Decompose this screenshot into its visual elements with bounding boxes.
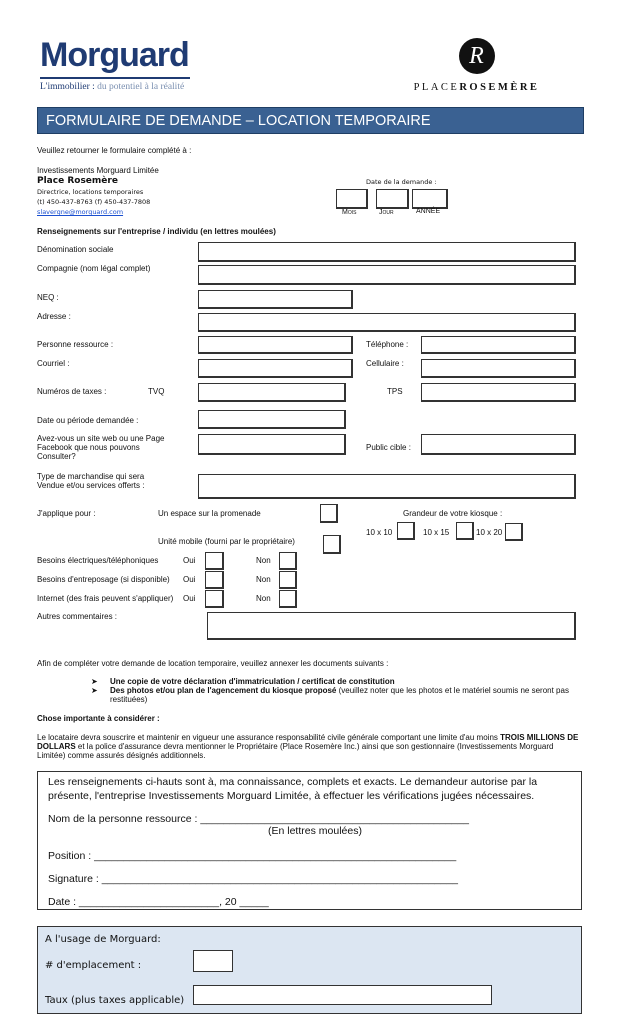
site-web-input[interactable] bbox=[198, 434, 346, 455]
contact-email-link[interactable]: slavergne@morguard.com bbox=[37, 208, 124, 216]
tps-input[interactable] bbox=[421, 383, 576, 402]
besoin-internet-oui-checkbox[interactable] bbox=[205, 590, 224, 608]
annex-item-2 bbox=[110, 686, 580, 704]
adresse-input[interactable] bbox=[198, 313, 576, 332]
telephone-input[interactable] bbox=[421, 336, 576, 354]
besoin-electrique-non: Non bbox=[256, 556, 271, 565]
taux-input[interactable] bbox=[193, 985, 492, 1005]
place-rosemere-logo bbox=[404, 38, 549, 93]
grandeur-label: Grandeur de votre kiosque : bbox=[403, 509, 503, 518]
important-p2: et la police d'assurance devra mentionner le Propriétaire (Place Rosemère Inc.) ainsi que son gestionnaire (Investissements Morguard Limitée) comme assurés désignés additionnels. bbox=[37, 742, 554, 760]
commentaires-input[interactable] bbox=[207, 612, 576, 640]
emplacement-label: # d'emplacement : bbox=[45, 960, 142, 971]
besoin-entreposage-label: Besoins d'entreposage (si disponible) bbox=[37, 575, 170, 584]
cellulaire-input[interactable] bbox=[421, 359, 576, 378]
adresse-label: Adresse : bbox=[37, 312, 71, 321]
site-web-label: Avez-vous un site web ou une Page Facebook que nous pouvons Consulter? bbox=[37, 434, 165, 461]
rosemere-place: PLACE bbox=[413, 82, 460, 93]
contact-company: Investissements Morguard Limitée bbox=[37, 166, 159, 175]
section-heading: Renseignements sur l'entreprise / individu (en lettres moulées) bbox=[37, 227, 276, 236]
applique-label: J'applique pour : bbox=[37, 509, 96, 518]
moulees-note: (En lettres moulées) bbox=[268, 825, 362, 837]
besoin-internet-oui: Oui bbox=[183, 594, 196, 603]
bullet-arrow-icon: ➤ bbox=[91, 677, 98, 686]
position-line[interactable]: Position : ______________________________________________________________ bbox=[48, 850, 457, 862]
besoin-electrique-oui: Oui bbox=[183, 556, 196, 565]
denomination-input[interactable] bbox=[198, 242, 576, 262]
public-label: Public cible : bbox=[366, 443, 411, 452]
mobile-label: Unité mobile (fourni par le propriétaire) bbox=[158, 537, 295, 546]
besoin-entreposage-non-checkbox[interactable] bbox=[279, 571, 297, 589]
return-instruction: Veuillez retourner le formulaire complété à : bbox=[37, 146, 192, 155]
important-heading: Chose importante à considérer : bbox=[37, 714, 160, 723]
telephone-label: Téléphone : bbox=[366, 340, 409, 349]
contact-phones: (t) 450-437-8763 (f) 450-437-7808 bbox=[37, 198, 151, 206]
size-10x10-label: 10 x 10 bbox=[366, 528, 393, 537]
annex-item-1: Une copie de votre déclaration d'immatriculation / certificat de constitution bbox=[110, 677, 395, 686]
besoin-internet-label: Internet (des frais peuvent s'appliquer) bbox=[37, 594, 174, 603]
besoin-electrique-label: Besoins électriques/téléphoniques bbox=[37, 556, 159, 565]
date-periode-input[interactable] bbox=[198, 410, 346, 429]
emplacement-input[interactable] bbox=[193, 950, 233, 972]
important-bold: TROIS MILLIONS DE DOLLARS bbox=[37, 733, 579, 751]
besoin-entreposage-oui-checkbox[interactable] bbox=[205, 571, 224, 589]
neq-input[interactable] bbox=[198, 290, 353, 309]
date-year-input[interactable] bbox=[412, 189, 448, 209]
rosemere-name: ROSEMÈRE bbox=[459, 82, 540, 93]
date-month-input[interactable] bbox=[336, 189, 368, 209]
year-label: ANNÉE bbox=[416, 208, 441, 215]
nom-signature-line[interactable]: Nom de la personne ressource : ______________________________________________ bbox=[48, 813, 469, 825]
mobile-checkbox[interactable] bbox=[323, 535, 341, 554]
personne-input[interactable] bbox=[198, 336, 353, 354]
denomination-label: Dénomination sociale bbox=[37, 245, 114, 254]
compagnie-label: Compagnie (nom légal complet) bbox=[37, 264, 151, 273]
besoin-internet-non: Non bbox=[256, 594, 271, 603]
cellulaire-label: Cellulaire : bbox=[366, 359, 404, 368]
commentaires-label: Autres commentaires : bbox=[37, 612, 118, 621]
date-line[interactable]: Date : ________________________, 20 _____ bbox=[48, 896, 269, 908]
size-10x20-label: 10 x 20 bbox=[476, 528, 503, 537]
bullet-arrow-icon: ➤ bbox=[91, 686, 98, 695]
besoin-electrique-oui-checkbox[interactable] bbox=[205, 552, 224, 570]
promenade-checkbox[interactable] bbox=[320, 504, 338, 523]
marchandise-input[interactable] bbox=[198, 474, 576, 499]
annex-intro: Afin de compléter votre demande de location temporaire, veuillez annexer les documents suivants : bbox=[37, 659, 389, 668]
size-10x10-checkbox[interactable] bbox=[397, 522, 415, 540]
important-text bbox=[37, 733, 582, 760]
compagnie-input[interactable] bbox=[198, 265, 576, 285]
date-day-input[interactable] bbox=[376, 189, 409, 209]
promenade-label: Un espace sur la promenade bbox=[158, 509, 261, 518]
rosemere-emblem-icon: R bbox=[459, 38, 495, 74]
courriel-input[interactable] bbox=[198, 359, 353, 378]
usage-heading: A l'usage de Morguard: bbox=[45, 934, 161, 945]
courriel-label: Courriel : bbox=[37, 359, 70, 368]
morguard-usage-box bbox=[37, 926, 582, 1014]
morguard-logo bbox=[40, 36, 190, 92]
besoin-electrique-non-checkbox[interactable] bbox=[279, 552, 297, 570]
contact-role: Directrice, locations temporaires bbox=[37, 188, 144, 196]
besoin-entreposage-non: Non bbox=[256, 575, 271, 584]
tagline-a: L'immobilier : bbox=[40, 82, 95, 92]
besoin-internet-non-checkbox[interactable] bbox=[279, 590, 297, 608]
size-10x20-checkbox[interactable] bbox=[505, 523, 523, 541]
contact-place: Place Rosemère bbox=[37, 176, 118, 186]
declaration-text: Les renseignements ci-hauts sont à, ma connaissance, complets et exacts. Le demandeur autorise par la présente, l'entreprise Investissements Morguard Limitée, à effectuer les vérifications jugées nécessaires. bbox=[48, 776, 538, 802]
page-title: FORMULAIRE DE DEMANDE – LOCATION TEMPORAIRE bbox=[37, 107, 584, 134]
size-10x15-checkbox[interactable] bbox=[456, 522, 474, 540]
day-label: Jour bbox=[379, 209, 394, 216]
date-periode-label: Date ou période demandée : bbox=[37, 416, 139, 425]
personne-label: Personne ressource : bbox=[37, 340, 114, 349]
tvq-label: TVQ bbox=[148, 387, 165, 396]
annex-item-2-bold: Des photos et/ou plan de l'agencement du kiosque proposé bbox=[110, 686, 337, 695]
signature-line[interactable]: Signature : _____________________________________________________________ bbox=[48, 873, 458, 885]
size-10x15-label: 10 x 15 bbox=[423, 528, 450, 537]
declaration-box bbox=[37, 771, 582, 910]
taux-label: Taux (plus taxes applicable) bbox=[45, 995, 185, 1006]
besoin-entreposage-oui: Oui bbox=[183, 575, 196, 584]
date-label: Date de la demande : bbox=[366, 178, 437, 186]
neq-label: NEQ : bbox=[37, 293, 59, 302]
tvq-input[interactable] bbox=[198, 383, 346, 402]
important-p1: Le locataire devra souscrire et maintenir en vigueur une assurance responsabilité civile générale comportant une limite d'au moins bbox=[37, 733, 501, 742]
month-label: Mois bbox=[342, 209, 357, 216]
taxes-label: Numéros de taxes : bbox=[37, 387, 107, 396]
morguard-wordmark: Morguard bbox=[40, 36, 189, 74]
tps-label: TPS bbox=[387, 387, 403, 396]
marchandise-label: Type de marchandise qui sera Vendue et/ou services offerts : bbox=[37, 472, 145, 490]
annex-item-2-rest: (veuillez noter que les photos et le matériel soumis ne seront pas restituées) bbox=[110, 686, 569, 704]
public-input[interactable] bbox=[421, 434, 576, 455]
tagline-b: du potentiel à la réalité bbox=[94, 82, 185, 92]
